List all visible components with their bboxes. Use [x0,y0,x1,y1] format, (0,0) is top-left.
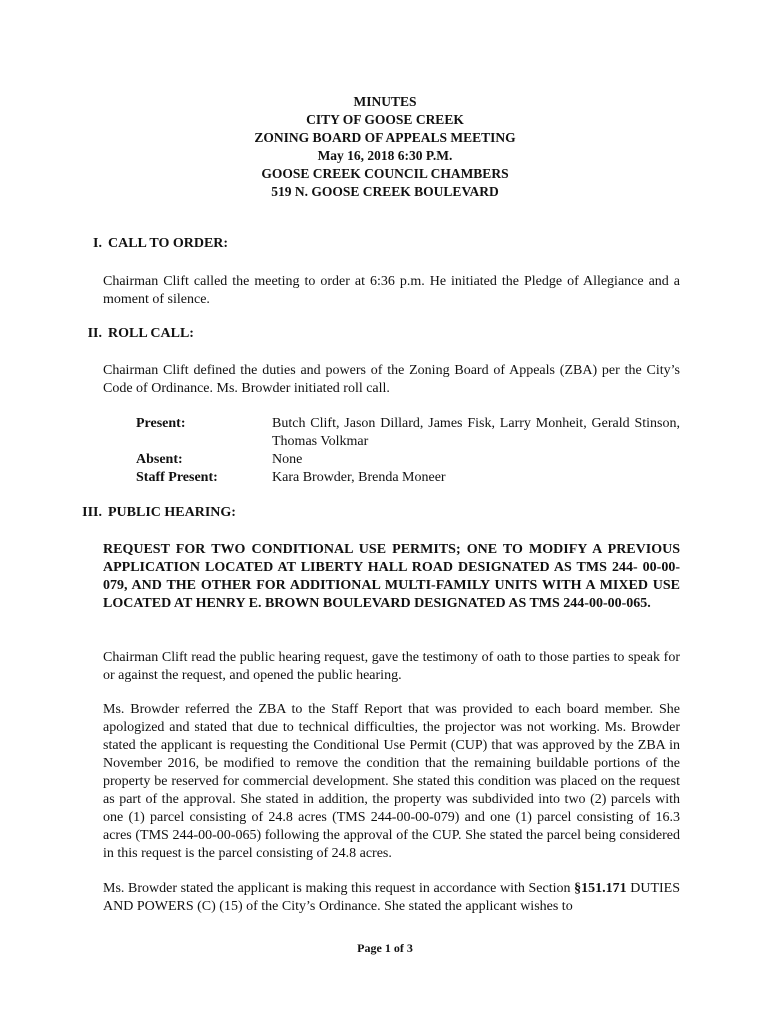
section-number: III. [82,505,102,520]
present-value: Butch Clift, Jason Dillard, James Fisk, Larry Monheit, Gerald Stinson, Thomas Volkmar [272,416,680,449]
header-city: CITY OF GOOSE CREEK [306,112,464,127]
paragraph-text: DUTIES AND POWERS (C) (15) of the City’s Ordinance. She stated the applicant wishes to [103,881,680,914]
page-number: Page 1 of 3 [357,941,413,955]
staff-present-value: Kara Browder, Brenda Moneer [272,470,446,485]
section-title: CALL TO ORDER: [108,236,229,251]
section-reference: §151.171 [574,881,627,896]
section-title: ROLL CALL: [108,326,194,341]
section-roll-call [58,326,194,342]
header-meeting: ZONING BOARD OF APPEALS MEETING [254,130,516,145]
hearing-paragraph-2: Ms. Browder referred the ZBA to the Staff Report that was provided to each board member. She apologized and stated that due to technical difficulties, the projector was not working. Ms. Browder stated the applicant is requesting the Conditional Use Permit (CUP) that was approved by the ZBA in November 2016, be modified to remove the condition that the remaining buildable portions of the property be reserved for commercial development. She stated this condition was placed on the request as part of the approval. She stated in addition, the property was subdivided into two (2) parcels with one (1) parcel consisting of 24.8 acres (TMS 244-00-00-079) and one (1) parcel consisting of 16.3 acres (TMS 244-00-00-065) following the approval of the CUP. She stated the parcel being considered in this request is the parcel consisting of 24.8 acres. [103,702,680,861]
document-header [0,93,770,201]
present-label: Present: [136,416,186,431]
section-call-to-order [58,236,228,252]
hearing-paragraph-3 [103,880,680,916]
section-public-hearing [58,505,236,521]
hearing-request-title: REQUEST FOR TWO CONDITIONAL USE PERMITS; ONE TO MODIFY A PREVIOUS APPLICATION LOCATED AT LIBERTY HALL ROAD DESIGNATED AS TMS 244- 00-00-079, AND THE OTHER FOR ADDITIONAL MULTI-FAMILY UNITS WITH A MIXED USE LOCATED AT HENRY E. BROWN BOULEVARD DESIGNATED AS TMS 244-00-00-065. [103,542,680,611]
staff-present-label: Staff Present: [136,470,218,485]
section-title: PUBLIC HEARING: [108,505,236,520]
call-to-order-text: Chairman Clift called the meeting to order at 6:36 p.m. He initiated the Pledge of Allegiance and a moment of silence. [103,274,680,307]
header-address: 519 N. GOOSE CREEK BOULEVARD [271,184,499,199]
absent-label: Absent: [136,452,183,467]
absent-value: None [272,452,303,467]
header-minutes: MINUTES [353,94,417,109]
roll-call-text: Chairman Clift defined the duties and powers of the Zoning Board of Appeals (ZBA) per the City’s Code of Ordinance. Ms. Browder initiated roll call. [103,363,680,396]
section-number: II. [87,326,102,341]
paragraph-text: Ms. Browder stated the applicant is making this request in accordance with Section [103,881,575,896]
header-date: May 16, 2018 6:30 P.M. [317,148,453,163]
section-number: I. [93,236,102,251]
hearing-paragraph-1: Chairman Clift read the public hearing request, gave the testimony of oath to those parties to speak for or against the request, and opened the public hearing. [103,650,680,683]
header-location: GOOSE CREEK COUNCIL CHAMBERS [261,166,509,181]
